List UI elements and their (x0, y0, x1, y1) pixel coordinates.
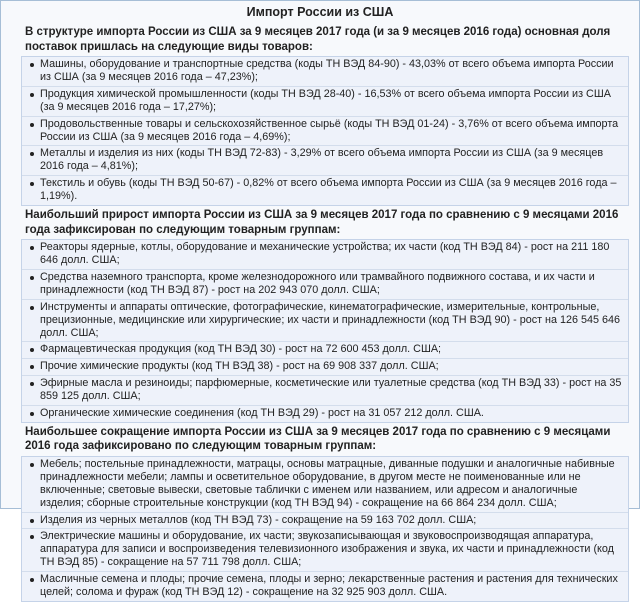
list-item: Машины, оборудование и транспортные средства (коды ТН ВЭД 84-90) - 43,03% от всего объема импорта России из США (за 9 месяцев 2016 года – 47,23%); (22, 57, 628, 87)
section-heading-decline: Наибольшее сокращение импорта России из США за 9 месяцев 2017 года по сравнению с 9 месяцами 2016 года зафиксировано по следующим товарным группам: (25, 425, 611, 453)
list-item: Изделия из черных металлов (код ТН ВЭД 73) - сокращение на 59 163 702 долл. США; (22, 513, 628, 530)
list-item: Органические химические соединения (код ТН ВЭД 29) - рост на 31 057 212 долл. США. (22, 406, 628, 422)
growth-list-box (21, 239, 629, 423)
list-item: Электрические машины и оборудование, их части; звукозаписывающая и звуковоспроизводящая аппаратура, аппаратура для записи и воспроизведения телевизионного изображения и звука, их части и принадлежности (код ТН ВЭД 85) - сокращение на 57 711 798 долл. США; (22, 529, 628, 572)
list-item: Средства наземного транспорта, кроме железнодорожного или трамвайного подвижного состава, и их части и принадлежности (код ТН ВЭД 87) - рост на 202 943 070 долл. США; (22, 270, 628, 300)
list-item: Текстиль и обувь (коды ТН ВЭД 50-67) - 0,82% от всего объема импорта России из США (за 9 месяцев 2016 года – 1,19%). (22, 176, 628, 205)
list-item: Фармацевтическая продукция (код ТН ВЭД 30) - рост на 72 600 453 долл. США; (22, 342, 628, 359)
section-heading-structure: В структуре импорта России из США за 9 месяцев 2017 года (и за 9 месяцев 2016 года) основная доля поставок пришлась на следующие виды товаров: (25, 26, 611, 53)
list-item: Инструменты и аппараты оптические, фотографические, кинематографические, измерительные, контрольные, прецизионные, медицинские или хирургические; их части и принадлежности (код ТН ВЭД 90) - рост на 126 545 646 долл. США; (22, 300, 628, 343)
panel-content (1, 25, 639, 602)
list-item: Прочие химические продукты (код ТН ВЭД 38) - рост на 69 908 337 долл. США; (22, 359, 628, 376)
panel-title: Импорт России из США (246, 5, 394, 19)
list-item: Реакторы ядерные, котлы, оборудование и механические устройства; их части (код ТН ВЭД 84) - рост на 211 180 646 долл. США; (22, 240, 628, 270)
structure-list (22, 57, 628, 205)
list-item: Продукция химической промышленности (коды ТН ВЭД 28-40) - 16,53% от всего объема импорта России из США (за 9 месяцев 2016 года – 17,27%); (22, 87, 628, 117)
growth-list (22, 240, 628, 422)
structure-list-box (21, 56, 629, 206)
section-heading-growth: Наибольший прирост импорта России из США за 9 месяцев 2017 года по сравнению с 9 месяцами 2016 года зафиксирован по следующим товарным группам: (25, 209, 619, 236)
list-item: Мебель; постельные принадлежности, матрацы, основы матрацные, диванные подушки и аналогичные набивные принадлежности мебели; лампы и осветительное оборудование, в другом месте не поименованные или не включенные; световые вывески, световые таблички с именем или названием, или адресом и аналогичные изделия; сборные строительные конструкции (код ТН ВЭД 94) - сокращение на 66 864 234 долл. США; (22, 457, 628, 513)
list-item: Масличные семена и плоды; прочие семена, плоды и зерно; лекарственные растения и растения для технических целей; солома и фураж (код ТН ВЭД 12) - сокращение на 32 925 903 долл. США. (22, 572, 628, 601)
decline-list (22, 457, 628, 601)
list-item: Металлы и изделия из них (коды ТН ВЭД 72-83) - 3,29% от всего объема импорта России из США (за 9 месяцев 2016 года – 4,81%); (22, 146, 628, 176)
decline-list-box (21, 456, 629, 602)
list-item: Эфирные масла и резиноиды; парфюмерные, косметические или туалетные средства (код ТН ВЭД 33) - рост на 35 859 125 долл. США; (22, 376, 628, 406)
list-item: Продовольственные товары и сельскохозяйственное сырьё (коды ТН ВЭД 01-24) - 3,76% от всего объема импорта России из США (за 9 месяцев 2016 года – 4,69%); (22, 117, 628, 147)
